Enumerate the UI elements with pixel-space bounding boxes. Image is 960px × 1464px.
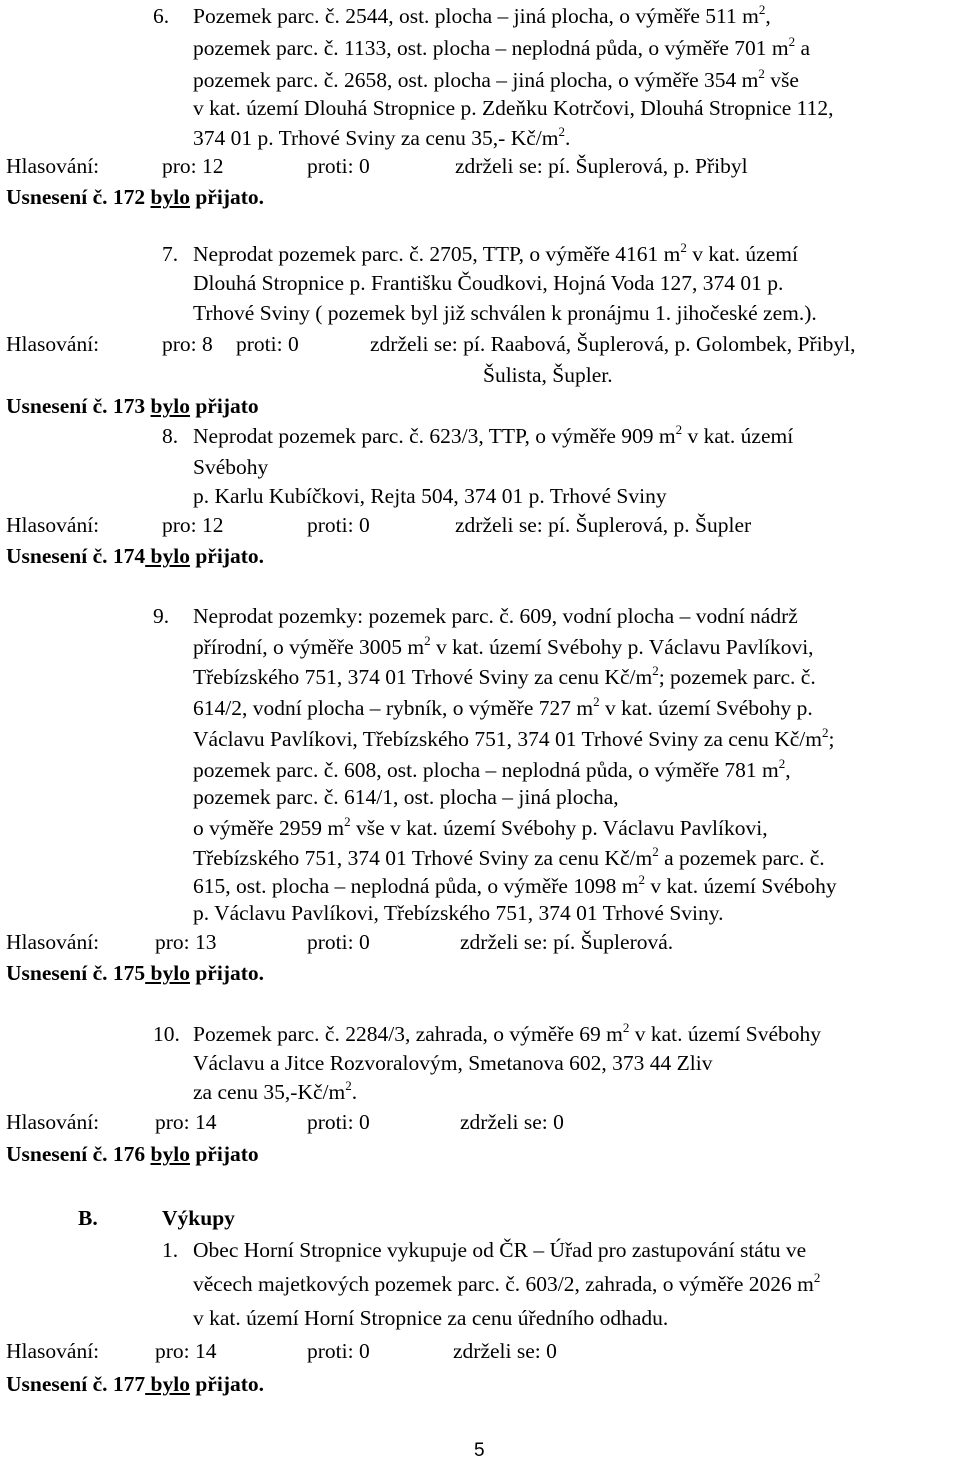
item-text-line: Václavu Pavlíkovi, Třebízského 751, 374 01 Trhové Sviny za cenu $Kč/m^2$; — [193, 725, 835, 751]
item-text-line: přírodní, o výměře 3005 $m^2$ v kat. území Svébohy p. Václavu Pavlíkovi, — [193, 633, 814, 659]
vote-pro: pro: 14 — [155, 1339, 217, 1363]
vote-proti: proti: 0 — [236, 332, 299, 356]
item-text-line: p. Václavu Pavlíkovi, Třebízského 751, 374 01 Trhové Sviny. — [193, 901, 724, 925]
item-number: 10. — [153, 1022, 180, 1046]
item-text-line: Václavu a Jitce Rozvoralovým, Smetanova 602, 373 44 Zliv — [193, 1051, 713, 1075]
item-text-line: pozemek parc. č. 2658, ost. plocha – jiná plocha, o výměře 354 $m^2$ vše — [193, 66, 799, 92]
item-text-line: Neprodat pozemek parc. č. 2705, TTP, o výměře 4161 $m^2$ v kat. území — [193, 240, 798, 266]
vote-proti: proti: 0 — [307, 930, 370, 954]
resolution: Usnesení č. 172 bylo přijato. — [6, 185, 265, 209]
vote-zdrzeli: zdrželi se: 0 — [453, 1339, 557, 1363]
item-text-line: p. Karlu Kubíčkovi, Rejta 504, 374 01 p. Trhové Sviny — [193, 484, 667, 508]
item-text-line: Obec Horní Stropnice vykupuje od ČR – Úřad pro zastupování státu ve — [193, 1238, 807, 1262]
item-text-line: o výměře 2959 $m^2$ vše v kat. území Svébohy p. Václavu Pavlíkovi, — [193, 814, 768, 840]
page-number: 5 — [474, 1440, 485, 1461]
item-text-line: pozemek parc. č. 614/1, ost. plocha – jiná plocha, — [193, 785, 619, 809]
resolution: Usnesení č. 173 bylo přijato — [6, 394, 259, 418]
item-number: 1. — [162, 1238, 179, 1262]
vote-zdrzeli: zdrželi se: pí. Šuplerová, p. Přibyl — [455, 154, 748, 178]
item-text-line: Svébohy — [193, 455, 269, 479]
item-text-line: Dlouhá Stropnice p. Františku Čoudkovi, Hojná Voda 127, 374 01 p. — [193, 271, 784, 295]
item-text-line: Třebízského 751, 374 01 Trhové Sviny za cenu $Kč/m^2$ a pozemek parc. č. — [193, 844, 825, 870]
item-number: 9. — [153, 604, 170, 628]
item-text-line: Trhové Sviny ( pozemek byl již schválen k pronájmu 1. jihočeské zem.). — [193, 301, 817, 325]
vote-pro: pro: 12 — [162, 154, 224, 178]
resolution: Usnesení č. 177 bylo přijato. — [6, 1372, 265, 1396]
item-text-line: pozemek parc. č. 608, ost. plocha – neplodná půda, o výměře 781 $m^2$, — [193, 756, 791, 782]
vote-pro: pro: 13 — [155, 930, 217, 954]
vote-label: Hlasování: — [6, 1339, 100, 1363]
item-text-line: Neprodat pozemek parc. č. 623/3, TTP, o výměře 909 $m^2$ v kat. území — [193, 422, 794, 448]
vote-label: Hlasování: — [6, 513, 100, 537]
item-text-line: v kat. území Dlouhá Stropnice p. Zdeňku Kotrčovi, Dlouhá Stropnice 112, — [193, 96, 834, 120]
vote-pro: pro: 8 — [162, 332, 213, 356]
vote-pro: pro: 12 — [162, 513, 224, 537]
item-text-line: za cenu $35,-Kč/m^2$. — [193, 1078, 358, 1104]
vote-zdrzeli: zdrželi se: pí. Šuplerová, p. Šupler — [455, 513, 752, 537]
vote-zdrzeli: zdrželi se: pí. Šuplerová. — [460, 930, 674, 954]
item-text-line: Pozemek parc. č. 2284/3, zahrada, o výměře 69 $m^2$ v kat. území Svébohy — [193, 1020, 822, 1046]
vote-label: Hlasování: — [6, 1110, 100, 1134]
vote-proti: proti: 0 — [307, 154, 370, 178]
vote-zdrzeli-cont: Šulista, Šupler. — [483, 363, 613, 387]
item-text-line: v kat. území Horní Stropnice za cenu úředního odhadu. — [193, 1306, 669, 1330]
vote-zdrzeli: zdrželi se: pí. Raabová, Šuplerová, p. Golombek, Přibyl, — [370, 332, 856, 356]
resolution: Usnesení č. 176 bylo přijato — [6, 1142, 259, 1166]
vote-pro: pro: 14 — [155, 1110, 217, 1134]
item-text-line: Pozemek parc. č. 2544, ost. plocha – jiná plocha, o výměře 511 $m^2$, — [193, 2, 771, 28]
item-text-line: 374 01 p. Trhové Sviny za cenu 35,- $Kč/m^2$. — [193, 124, 571, 150]
resolution: Usnesení č. 175 bylo přijato. — [6, 961, 265, 985]
section-letter: B. — [78, 1206, 98, 1230]
item-text-line: věcech majetkových pozemek parc. č. 603/2, zahrada, o výměře 2026 $m^2$ — [193, 1270, 821, 1296]
item-number: 6. — [153, 4, 170, 28]
vote-label: Hlasování: — [6, 154, 100, 178]
section-title: Výkupy — [162, 1206, 235, 1230]
item-number: 7. — [162, 242, 179, 266]
vote-zdrzeli: zdrželi se: 0 — [460, 1110, 564, 1134]
vote-label: Hlasování: — [6, 930, 100, 954]
item-text-line: Třebízského 751, 374 01 Trhové Sviny za cenu $Kč/m^2$; pozemek parc. č. — [193, 663, 816, 689]
item-text-line: 614/2, vodní plocha – rybník, o výměře 727 $m^2$ v kat. území Svébohy p. — [193, 694, 813, 720]
item-text-line: 615, ost. plocha – neplodná půda, o výměře 1098 $m^2$ v kat. území Svébohy — [193, 872, 837, 898]
vote-proti: proti: 0 — [307, 1339, 370, 1363]
item-number: 8. — [162, 424, 179, 448]
vote-label: Hlasování: — [6, 332, 100, 356]
vote-proti: proti: 0 — [307, 513, 370, 537]
resolution: Usnesení č. 174 bylo přijato. — [6, 544, 265, 568]
item-text-line: pozemek parc. č. 1133, ost. plocha – neplodná půda, o výměře 701 $m^2$ a — [193, 34, 811, 60]
item-text-line: Neprodat pozemky: pozemek parc. č. 609, vodní plocha – vodní nádrž — [193, 604, 798, 628]
vote-proti: proti: 0 — [307, 1110, 370, 1134]
